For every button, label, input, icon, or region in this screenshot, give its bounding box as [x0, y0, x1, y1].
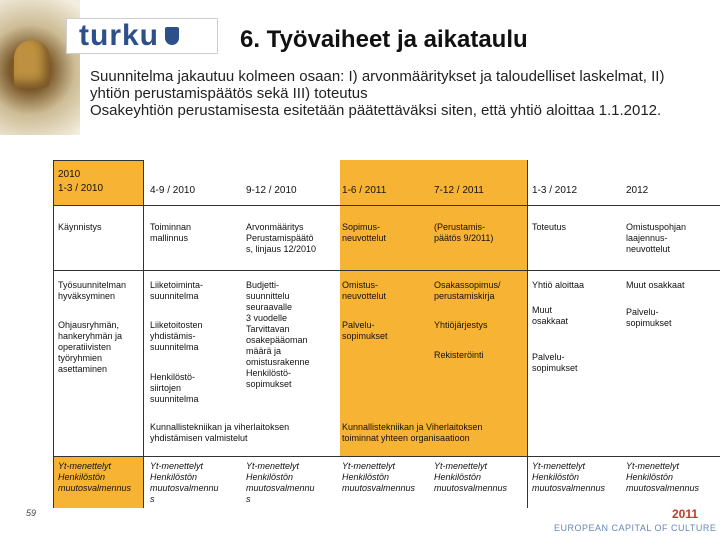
column-header: 7-12 / 2011 — [434, 185, 484, 196]
intro-text — [90, 68, 690, 119]
merged-cell: Kunnallistekniikan ja viherlaitoksen yhdistämisen valmistelut — [150, 422, 290, 443]
table-cell: Muut osakkaat — [532, 305, 569, 326]
column-header: 2010 1-3 / 2010 — [58, 169, 104, 194]
table-cell: Työsuunnitelman hyväksyminen — [58, 280, 127, 301]
grid-line — [53, 205, 720, 206]
column-header: 4-9 / 2010 — [150, 185, 196, 196]
grid-line — [527, 160, 528, 456]
table-cell: Yt-menettelyt Henkilöstön muutosvalmennus — [626, 461, 700, 493]
grid-line — [53, 160, 143, 161]
grid-line — [53, 270, 720, 271]
grid-line — [53, 456, 720, 457]
column-header: 1-3 / 2012 — [532, 185, 578, 196]
table-cell: Budjetti- suunnittelu seuraavalle 3 vuodelle Tarvittavan osakepääoman määrä ja omistusrakenne Henkilöstö- sopimukset — [246, 280, 310, 389]
table-cell: Ohjausryhmän, hankeryhmän ja operatiivisten työryhmien asettaminen — [58, 320, 123, 374]
turku-logo — [66, 18, 218, 54]
table-cell: Rekisteröinti — [434, 350, 484, 360]
table-cell: Liiketoitosten yhdistämis- suunnitelma — [150, 320, 203, 352]
table-cell: Palvelu- sopimukset — [626, 307, 672, 328]
schedule-table — [53, 160, 720, 508]
table-cell: Palvelu- sopimukset — [342, 320, 388, 341]
table-cell: Toiminnan mallinnus — [150, 222, 192, 243]
table-cell: Liiketoiminta- suunnitelma — [150, 280, 204, 301]
table-cell: Sopimus- neuvottelut — [342, 222, 387, 243]
crest-icon — [165, 27, 179, 45]
table-cell: Yt-menettelyt Henkilöstön muutosvalmennus — [434, 461, 508, 493]
grid-line — [143, 456, 144, 508]
table-cell: Arvonmääritys Perustamispäätö s, linjaus 12/2010 — [246, 222, 317, 254]
table-cell: Yt-menettelyt Henkilöstön muutosvalmennus — [58, 461, 132, 493]
table-cell: Yhtiöjärjestys — [434, 320, 488, 330]
table-cell: Henkilöstö- siirtojen suunnitelma — [150, 372, 199, 404]
column-header: 9-12 / 2010 — [246, 185, 297, 196]
grid-line — [527, 456, 528, 508]
slide-title: 6. Työvaiheet ja aikataulu — [240, 26, 528, 53]
ecoc-text: EUROPEAN CAPITAL OF CULTURE — [554, 523, 717, 533]
table-cell: (Perustamis- päätös 9/2011) — [434, 222, 494, 243]
grid-line — [53, 160, 54, 508]
table-cell: Osakassopimus/ perustamiskirja — [434, 280, 501, 301]
table-cell: Palvelu- sopimukset — [532, 352, 578, 373]
table-cell: Yt-menettelyt Henkilöstön muutosvalmennu s — [246, 461, 315, 504]
table-cell: Yt-menettelyt Henkilöstön muutosvalmennu s — [150, 461, 219, 504]
table-cell: Yt-menettelyt Henkilöstön muutosvalmennus — [342, 461, 416, 493]
table-cell: Muut osakkaat — [626, 280, 685, 290]
intro-paragraph: Osakeyhtiön perustamisesta esitetään päätettäväksi siten, että yhtiö aloittaa 1.1.2012. — [90, 102, 662, 119]
slide-number: 59 — [26, 508, 37, 518]
intro-paragraph: Suunnitelma jakautuu kolmeen osaan: I) arvonmääritykset ja taloudelliset laskelmat, II) yhtiön perustamispäätös sekä III) toteutus — [90, 68, 665, 102]
table-cell: Yhtiö aloittaa — [532, 280, 585, 290]
logo-text: turku — [79, 19, 159, 52]
column-header: 2012 — [626, 185, 649, 196]
table-cell: Yt-menettelyt Henkilöstön muutosvalmennus — [532, 461, 606, 493]
table-cell: Käynnistys — [58, 222, 102, 232]
merged-cell: Kunnallistekniikan ja Viherlaitoksen toiminnat yhteen organisaatioon — [342, 422, 483, 443]
ecoc-logo — [524, 505, 720, 540]
table-cell: Toteutus — [532, 222, 567, 232]
table-cell: Omistuspohjan laajennus- neuvottelut — [626, 222, 687, 254]
column-header: 1-6 / 2011 — [342, 185, 387, 196]
table-cell: Omistus- neuvottelut — [342, 280, 387, 301]
grid-line — [143, 160, 144, 456]
ecoc-year: 2011 — [672, 507, 699, 521]
